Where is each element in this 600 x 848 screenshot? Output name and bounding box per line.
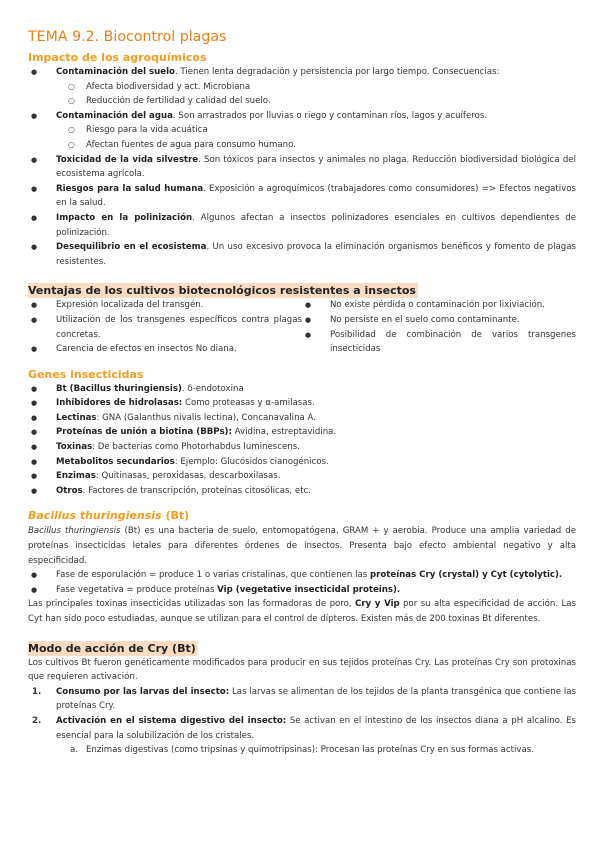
section-heading-ventajas: Ventajas de los cultivos biotecnológicos resistentes a insectos	[28, 284, 416, 298]
sub-list-item: ○ Reducción de fertilidad y calidad del suelo.	[28, 94, 576, 109]
list-item: ● Contaminación del suelo. Tienen lenta degradación y persistencia por largo tiempo. Consecuencias:	[28, 65, 576, 80]
modo-accion-paragraph: Los cultivos Bt fueron genéticamente modificados para producir en sus tejidos proteínas Cry. Las proteínas Cry son protoxinas que requieren activación.	[28, 657, 576, 683]
sub-list-item: a. Enzimas digestivas (como tripsinas y quimotripsinas): Procesan las proteínas Cry en sus formas activas.	[70, 745, 534, 756]
list-item: ● Posibilidad de combinación de varios transgenes insecticidas	[302, 328, 576, 357]
bt-paragraph: Bacillus thuringiensis (Bt) es una bacteria de suelo, entomopatógena, GRAM + y aerobia. Produce una amplia variedad de proteínas insecticidas letales para diferentes órdenes de insectos. Presenta bajo efecto ambiental negativo y alta especificidad.	[28, 526, 576, 566]
bt-toxins-paragraph: Las principales toxinas insecticidas utilizadas son las formadoras de poro, Cry y Vip por su alta especificidad de acción. Las Cyt han sido poco estudiadas, aunque se utilizan para el control de dípteros. Existen más de 200 toxinas Bt diferentes.	[28, 599, 576, 624]
impacto-list	[28, 65, 576, 269]
list-item: ● Proteínas de unión a biotina (BBPs): Avidina, estreptavidina.	[28, 425, 576, 440]
list-item: ● Metabolitos secundarios: Ejemplo: Glucósidos cianogénicos.	[28, 455, 576, 470]
list-item: ● Fase vegetativa = produce proteínas Vip (vegetative insecticidal proteins).	[28, 583, 576, 598]
bt-phases-list	[28, 568, 576, 597]
list-item: ● Riesgos para la salud humana. Exposición a agroquímicos (trabajadores como consumidores) => Efectos negativos en la salud.	[28, 182, 576, 211]
list-item: ● Inhibidores de hidrolasas: Como proteasas y α-amilasas.	[28, 396, 576, 411]
sub-list-item: ○ Afectan fuentes de agua para consumo humano.	[28, 138, 576, 153]
list-item: ● Desequilibrio en el ecosistema. Un uso excesivo provoca la eliminación organismos benéficos y fomento de plagas resistentes.	[28, 240, 576, 269]
document-page	[28, 28, 576, 758]
list-item: ● Toxicidad de la vida silvestre. Son tóxicos para insectos y animales no plaga. Reducción biodiversidad biológica del ecosistema agrícola.	[28, 153, 576, 182]
list-item: ● Enzimas: Quitinasas, peroxidasas, descarboxilasas.	[28, 469, 576, 484]
sub-list-item: ○ Afecta biodiversidad y act. Microbiana	[28, 80, 576, 95]
list-item: 2. Activación en el sistema digestivo del insecto: Se activan en el intestino de los insectos diana a pH alcalino. Es esencial para la solubilización de los cristales.	[32, 715, 576, 741]
section-heading-impacto: Impacto de los agroquímicos	[28, 51, 207, 64]
sub-list-item: ○ Riesgo para la vida acuática	[28, 123, 576, 138]
genes-list	[28, 382, 576, 499]
list-item: ● Lectinas: GNA (Galanthus nivalis lectina), Concanavalina A.	[28, 411, 576, 426]
list-item: ● Otros. Factores de transcripción, proteínas citosólicas, etc.	[28, 484, 576, 499]
list-item: ● No existe pérdida o contaminación por lixiviación.	[302, 298, 576, 313]
ventajas-left-list	[28, 298, 302, 356]
list-item: ● Fase de esporulación = produce 1 o varias cristalinas, que contienen las proteínas Cry (crystal) y Cyt (cytolytic).	[28, 568, 576, 583]
list-item: ● Impacto en la polinización. Algunos afectan a insectos polinizadores esenciales en cultivos dependientes de polinización.	[28, 211, 576, 240]
list-item: ● Utilización de los transgenes específicos contra plagas concretas.	[28, 313, 302, 342]
section-heading-modo-accion: Modo de acción de Cry (Bt)	[28, 641, 196, 655]
section-heading-bt: Bacillus thuringiensis (Bt)	[28, 509, 190, 523]
ventajas-right-list	[302, 298, 576, 356]
list-item: ● Bt (Bacillus thuringiensis). δ-endotoxina	[28, 382, 576, 397]
page-title: TEMA 9.2. Biocontrol plagas	[28, 29, 227, 45]
list-item: ● Toxinas: De bacterias como Photorhabdus luminescens.	[28, 440, 576, 455]
list-item: ● No persiste en el suelo como contaminante.	[302, 313, 576, 328]
list-item: ● Expresión localizada del transgén.	[28, 298, 302, 313]
list-item: ● Carencia de efectos en insectos No diana.	[28, 342, 302, 357]
ventajas-columns	[28, 298, 576, 356]
list-item: ● Contaminación del agua. Son arrastrados por lluvias o riego y contaminan ríos, lagos y acuíferos.	[28, 109, 576, 124]
modo-accion-list	[28, 685, 576, 758]
section-heading-genes: Genes insecticidas	[28, 367, 144, 381]
list-item: 1. Consumo por las larvas del insecto: Las larvas se alimentan de los tejidos de la planta transgénica que contiene las proteínas Cry.	[32, 686, 576, 712]
